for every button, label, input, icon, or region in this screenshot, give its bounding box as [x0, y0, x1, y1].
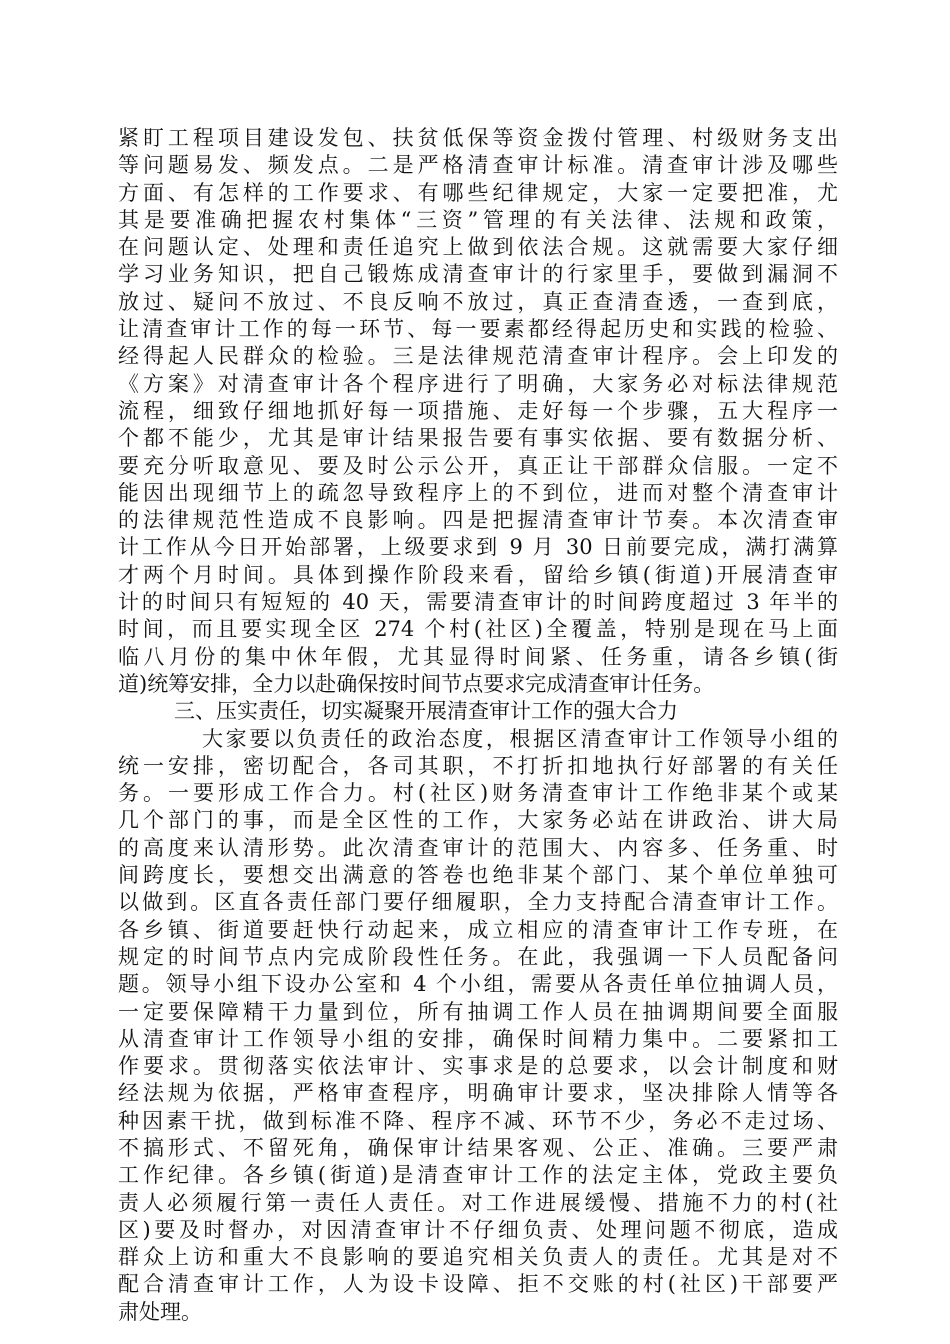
text-line: 统一安排，密切配合，各司其职，不打折扣地执行好部署的有关任 [118, 753, 838, 778]
text-line: 在问题认定、处理和责任追究上做到依法合规。这就需要大家仔细 [118, 235, 838, 260]
paragraph-first-line: 大家要以负责任的政治态度，根据区清查审计工作领导小组的 [202, 726, 838, 751]
text-line: 以做到。区直各责任部门要仔细履职，全力支持配合清查审计工作。 [118, 890, 838, 915]
text-line: 等问题易发、频发点。二是严格清查审计标准。清查审计涉及哪些 [118, 153, 838, 178]
text-line: 方面、有怎样的工作要求、有哪些纪律规定，大家一定要把准，尤 [118, 180, 838, 205]
text-line: 经得起人民群众的检验。三是法律规范清查审计程序。会上印发的 [118, 344, 838, 369]
text-line: 其是要准确把握农村集体“三资”管理的有关法律、法规和政策， [118, 207, 838, 232]
text-line: 能因出现细节上的疏忽导致程序上的不到位，进而对整个清查审计 [118, 480, 838, 505]
text-line: 计的时间只有短短的 40 天，需要清查审计的时间跨度超过 3 年半的 [118, 590, 838, 615]
text-line: 种因素干扰，做到标准不降、程序不减、环节不少，务必不走过场、 [118, 1108, 838, 1133]
text-line: 学习业务知识，把自己锻炼成清查审计的行家里手，要做到漏洞不 [118, 262, 838, 287]
text-line: 工作纪律。各乡镇(街道)是清查审计工作的法定主体，党政主要负 [118, 1163, 838, 1188]
text-line: 个都不能少，尤其是审计结果报告要有事实依据、要有数据分析、 [118, 426, 838, 451]
text-line: 计工作从今日开始部署，上级要求到 9 月 30 日前要完成，满打满算 [118, 535, 838, 560]
text-line: 经法规为依据，严格审查程序，明确审计要求，坚决排除人情等各 [118, 1081, 838, 1106]
text-line: 临八月份的集中休年假，尤其显得时间紧、任务重，请各乡镇(街 [118, 644, 838, 669]
text-line: 道)统筹安排，全力以赴确保按时间节点要求完成清查审计任务。 [118, 671, 715, 696]
text-line: 几个部门的事，而是全区性的工作，大家务必站在讲政治、讲大局 [118, 808, 838, 833]
document-body [118, 125, 838, 1326]
text-line: 作要求。贯彻落实依法审计、实事求是的总要求，以会计制度和财 [118, 1054, 838, 1079]
text-line: 要充分听取意见、要及时公示公开，真正让干部群众信服。一定不 [118, 453, 838, 478]
text-line: 间跨度长，要想交出满意的答卷也绝非某个部门、某个单位单独可 [118, 863, 838, 888]
text-line: 放过、疑问不放过、不良反响不放过，真正查清查透，一查到底， [118, 289, 838, 314]
text-line: 肃处理。 [118, 1299, 202, 1324]
text-line: 流程，细致仔细地抓好每一项措施、走好每一个步骤，五大程序一 [118, 398, 838, 423]
text-line: 务。一要形成工作合力。村(社区)财务清查审计工作绝非某个或某 [118, 781, 838, 806]
text-line: 的法律规范性造成不良影响。四是把握清查审计节奏。本次清查审 [118, 508, 838, 533]
text-line: 让清查审计工作的每一环节、每一要素都经得起历史和实践的检验、 [118, 317, 838, 342]
section-heading: 三、压实责任，切实凝聚开展清查审计工作的强大合力 [174, 699, 678, 724]
text-line: 责人必须履行第一责任人责任。对工作进展缓慢、措施不力的村(社 [118, 1190, 838, 1215]
text-line: 各乡镇、街道要赶快行动起来，成立相应的清查审计工作专班，在 [118, 917, 838, 942]
text-line: 的高度来认清形势。此次清查审计的范围大、内容多、任务重、时 [118, 835, 838, 860]
text-line: 题。领导小组下设办公室和 4 个小组，需要从各责任单位抽调人员， [118, 972, 838, 997]
text-line: 时间，而且要实现全区 274 个村(社区)全覆盖，特别是现在马上面 [118, 617, 838, 642]
text-line: 不搞形式、不留死角，确保审计结果客观、公正、准确。三要严肃 [118, 1135, 838, 1160]
text-line: 《方案》对清查审计各个程序进行了明确，大家务必对标法律规范 [118, 371, 838, 396]
text-line: 从清查审计工作领导小组的安排，确保时间精力集中。二要紧扣工 [118, 1026, 838, 1051]
text-line: 区)要及时督办，对因清查审计不仔细负责、处理问题不彻底，造成 [118, 1217, 838, 1242]
text-line: 规定的时间节点内完成阶段性任务。在此，我强调一下人员配备问 [118, 944, 838, 969]
text-line: 配合清查审计工作，人为设卡设障、拒不交账的村(社区)干部要严 [118, 1272, 838, 1297]
text-line: 才两个月时间。具体到操作阶段来看，留给乡镇(街道)开展清查审 [118, 562, 838, 587]
text-line: 紧盯工程项目建设发包、扶贫低保等资金拨付管理、村级财务支出 [118, 126, 838, 150]
text-line: 一定要保障精干力量到位，所有抽调工作人员在抽调期间要全面服 [118, 999, 838, 1024]
text-line: 群众上访和重大不良影响的要追究相关负责人的责任。尤其是对不 [118, 1245, 838, 1270]
